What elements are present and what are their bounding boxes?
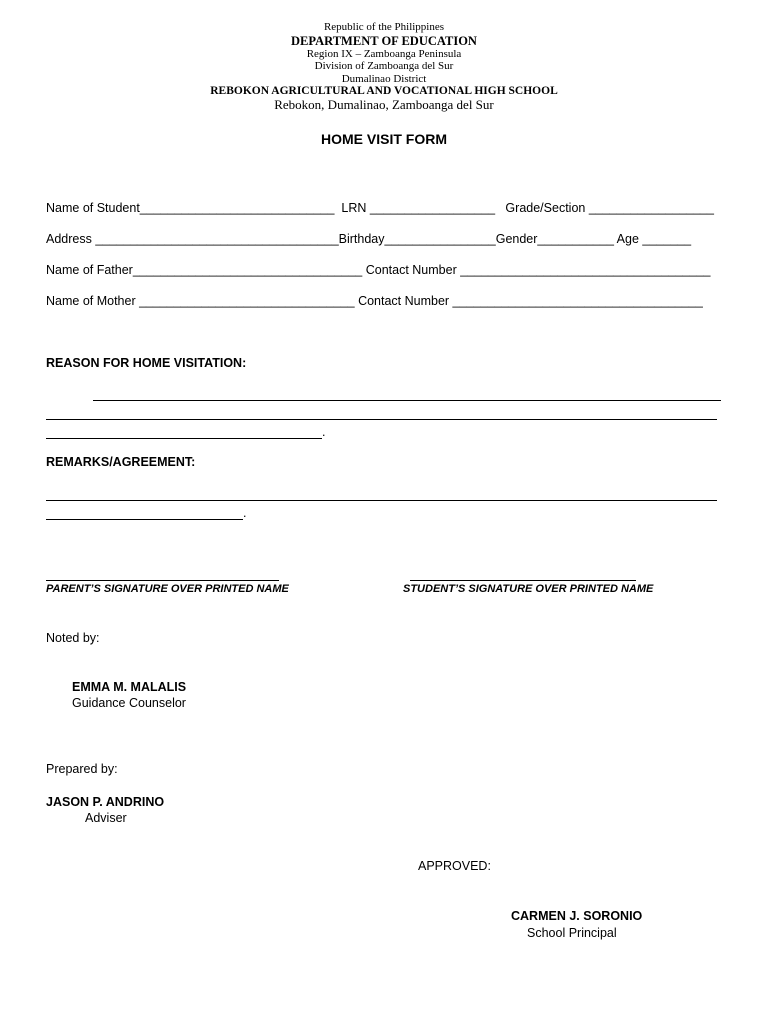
prepared-role: Adviser [85,811,127,825]
field-row-mother: Name of Mother _______________________________ Contact Number ____________________________________ [46,294,703,308]
noted-role: Guidance Counselor [72,696,186,710]
reason-heading: REASON FOR HOME VISITATION: [46,356,247,370]
header-division: Division of Zamboanga del Sur [314,60,454,72]
header-school: REBOKON AGRICULTURAL AND VOCATIONAL HIGH SCHOOL [210,85,558,97]
header-district: Dumalinao District [341,73,427,85]
header-republic: Republic of the Philippines [323,21,445,33]
field-row-address: Address ___________________________________Birthday________________Gender___________ Age _______ [46,232,692,246]
approved-name: CARMEN J. SORONIO [511,909,643,923]
remarks-heading: REMARKS/AGREEMENT: [46,455,196,469]
field-row-student: Name of Student____________________________ LRN __________________ Grade/Section __________________ [46,201,714,215]
header-region: Region IX – Zamboanga Peninsula [306,48,462,60]
reason-line-1 [93,400,721,401]
header-department: DEPARTMENT OF EDUCATION [291,34,477,48]
student-signature-label: STUDENT’S SIGNATURE OVER PRINTED NAME [403,583,654,595]
remarks-period: . [243,506,247,520]
remarks-line-2 [46,519,243,520]
field-row-father: Name of Father_________________________________ Contact Number ____________________________________ [46,263,711,277]
noted-label: Noted by: [46,631,100,645]
reason-period: . [322,425,326,439]
noted-name: EMMA M. MALALIS [72,680,187,694]
form-title: HOME VISIT FORM [321,131,447,147]
prepared-name: JASON P. ANDRINO [46,795,165,809]
parent-signature-line [46,580,279,581]
header-address: Rebokon, Dumalinao, Zamboanga del Sur [274,97,494,112]
student-signature-line [410,580,636,581]
reason-line-3 [46,438,322,439]
prepared-label: Prepared by: [46,762,118,776]
approved-role: School Principal [527,926,617,940]
remarks-line-1 [46,500,717,501]
approved-label: APPROVED: [418,859,491,873]
parent-signature-label: PARENT’S SIGNATURE OVER PRINTED NAME [46,583,289,595]
reason-line-2 [46,419,717,420]
